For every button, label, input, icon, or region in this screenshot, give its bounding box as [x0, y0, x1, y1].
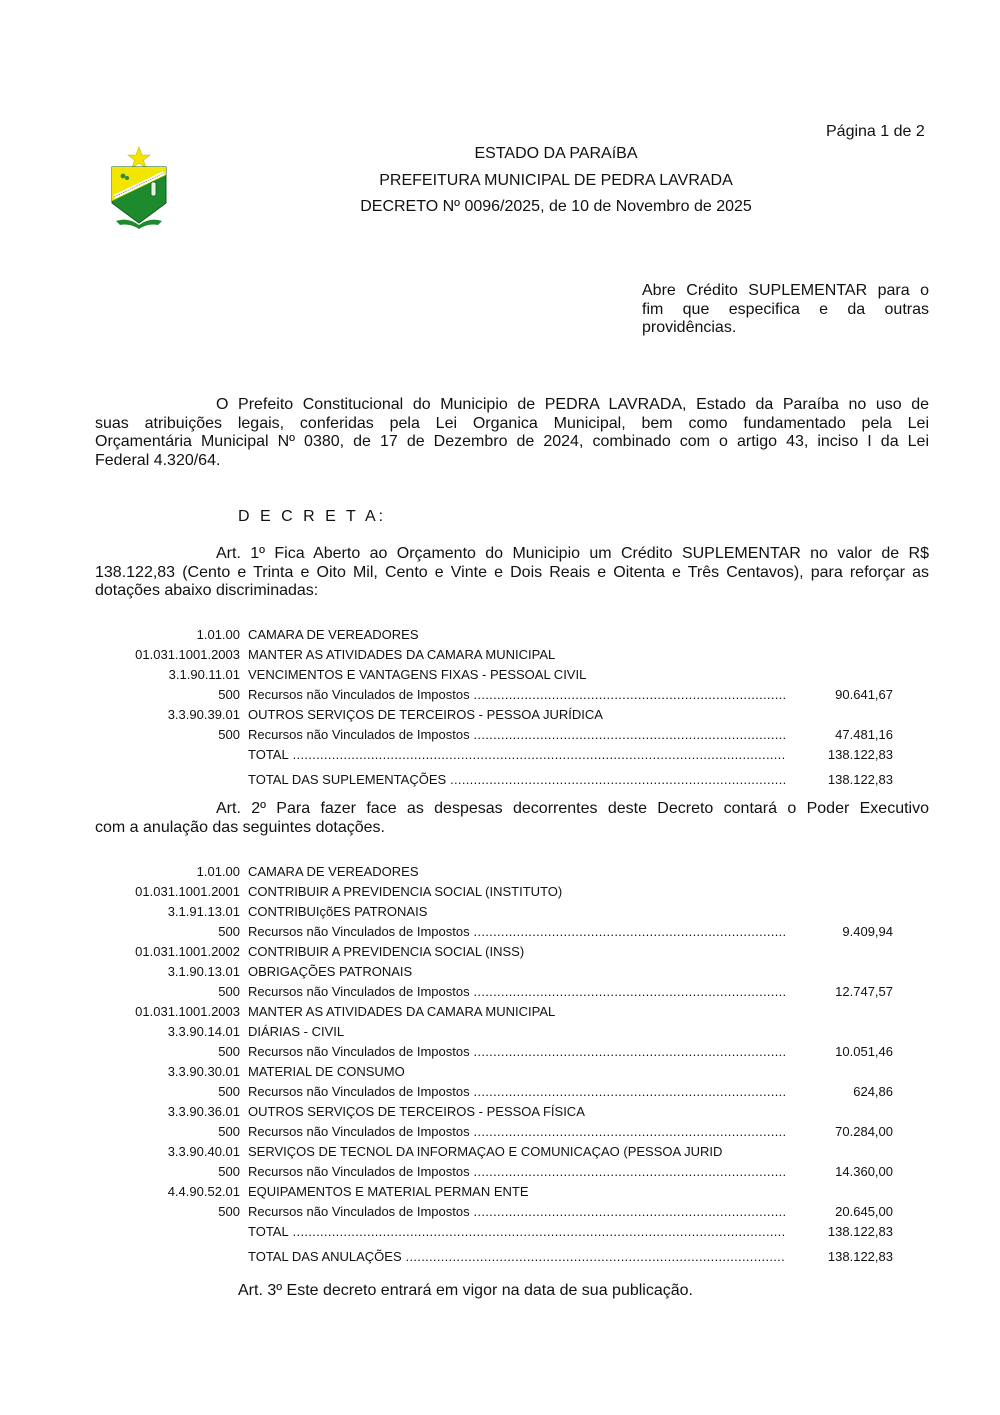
budget-description: CONTRIBUIR A PREVIDENCIA SOCIAL (INSTITUTO) [248, 884, 563, 899]
article-1 [95, 545, 929, 601]
table-row [0, 705, 1000, 725]
budget-code: 4.4.90.52.01 [167, 1184, 240, 1199]
budget-description: SERVIÇOS DE TECNOL DA INFORMAÇAO E COMUNICAÇAO (PESSOA JURID [248, 1144, 723, 1159]
budget-description: CONTRIBUIçõES PATRONAIS [248, 904, 428, 919]
decreta-heading: D E C R E T A: [238, 508, 387, 525]
table-row [0, 862, 1000, 882]
table-row [0, 902, 1000, 922]
budget-code: 500 [218, 924, 240, 939]
table-row [0, 625, 1000, 645]
budget-description: Recursos não Vinculados de Impostos ..... [248, 922, 786, 942]
budget-value: 14.360,00 [835, 1164, 893, 1179]
budget-code: 01.031.1001.2001 [135, 884, 240, 899]
coat-of-arms-icon [108, 145, 170, 231]
budget-description: DIÁRIAS - CIVIL [248, 1024, 345, 1039]
table-row [0, 665, 1000, 685]
table-row [0, 1002, 1000, 1022]
table-row [0, 1042, 1000, 1062]
budget-code: 3.3.90.40.01 [167, 1144, 240, 1159]
article-2-line: com a anulação das seguintes dotações. [95, 818, 385, 836]
budget-description: MANTER AS ATIVIDADES DA CAMARA MUNICIPAL [248, 1004, 556, 1019]
grand-total-label: TOTAL DAS SUPLEMENTAÇÕES ..... [248, 770, 786, 790]
table-row [0, 1142, 1000, 1162]
table-row [0, 962, 1000, 982]
annulment-table [0, 862, 1000, 1267]
budget-code: 01.031.1001.2003 [135, 1004, 240, 1019]
budget-code: 500 [218, 727, 240, 742]
supplement-table [0, 625, 1000, 790]
budget-value: 47.481,16 [835, 727, 893, 742]
table-row [0, 1122, 1000, 1142]
grand-total-label: TOTAL DAS ANULAÇÕES ..... [248, 1247, 786, 1267]
budget-code: 3.3.90.39.01 [167, 707, 240, 722]
summary-line: Abre Crédito SUPLEMENTAR para o [642, 282, 929, 299]
budget-code: 3.3.90.14.01 [167, 1024, 240, 1039]
budget-description: Recursos não Vinculados de Impostos ..... [248, 1042, 786, 1062]
total-value: 138.122,83 [827, 1224, 893, 1239]
total-row [0, 1222, 1000, 1242]
table-row [0, 942, 1000, 962]
budget-code: 500 [218, 1084, 240, 1099]
budget-description: OUTROS SERVIÇOS DE TERCEIROS - PESSOA JURÍDICA [248, 707, 603, 722]
preamble-line: O Prefeito Constitucional do Municipio de PEDRA LAVRADA, Estado da Paraíba no uso de [216, 396, 929, 413]
budget-code: 3.1.91.13.01 [167, 904, 240, 919]
table-row [0, 1102, 1000, 1122]
budget-code: 500 [218, 1124, 240, 1139]
article-1-line: 138.122,83 (Cento e Trinta e Oito Mil, Cento e Vinte e Dois Reais e Oitenta e Três Centavos), para reforçar as [95, 563, 929, 581]
budget-code: 3.3.90.36.01 [167, 1104, 240, 1119]
budget-description: OUTROS SERVIÇOS DE TERCEIROS - PESSOA FÍSICA [248, 1104, 585, 1119]
decree-title: DECRETO Nº 0096/2025, de 10 de Novembro de 2025 [360, 198, 752, 215]
budget-code: 3.1.90.13.01 [167, 964, 240, 979]
grand-total-value: 138.122,83 [827, 772, 893, 787]
budget-code: 3.3.90.30.01 [167, 1064, 240, 1079]
budget-code: 500 [218, 1044, 240, 1059]
table-row [0, 882, 1000, 902]
budget-description: VENCIMENTOS E VANTAGENS FIXAS - PESSOAL CIVIL [248, 667, 587, 682]
budget-description: Recursos não Vinculados de Impostos ..... [248, 685, 786, 705]
table-row [0, 1202, 1000, 1222]
table-row [0, 1062, 1000, 1082]
budget-value: 9.409,94 [842, 924, 893, 939]
table-row [0, 982, 1000, 1002]
budget-description: MATERIAL DE CONSUMO [248, 1064, 405, 1079]
budget-description: CAMARA DE VEREADORES [248, 864, 419, 879]
budget-value: 12.747,57 [835, 984, 893, 999]
table-row [0, 1022, 1000, 1042]
budget-value: 70.284,00 [835, 1124, 893, 1139]
budget-code: 500 [218, 1204, 240, 1219]
grand-total-value: 138.122,83 [827, 1249, 893, 1264]
total-label: TOTAL ..... [248, 1222, 786, 1242]
budget-code: 1.01.00 [196, 864, 240, 879]
page-indicator: Página 1 de 2 [826, 123, 925, 140]
budget-value: 10.051,46 [835, 1044, 893, 1059]
budget-description: Recursos não Vinculados de Impostos ..... [248, 982, 786, 1002]
total-value: 138.122,83 [827, 747, 893, 762]
budget-value: 624,86 [853, 1084, 893, 1099]
preamble-line: suas atribuições legais, conferidas pela Lei Organica Municipal, bem como fundamentado pela Lei [95, 414, 929, 432]
decree-summary [642, 282, 929, 338]
table-row [0, 685, 1000, 705]
article-1-line: dotações abaixo discriminadas: [95, 582, 319, 599]
budget-description: EQUIPAMENTOS E MATERIAL PERMAN ENTE [248, 1184, 529, 1199]
budget-code: 500 [218, 687, 240, 702]
budget-code: 500 [218, 1164, 240, 1179]
preamble-paragraph [95, 396, 929, 470]
article-1-line: Art. 1º Fica Aberto ao Orçamento do Municipio um Crédito SUPLEMENTAR no valor de R$ [216, 545, 929, 562]
budget-description: CAMARA DE VEREADORES [248, 627, 419, 642]
state-name: ESTADO DA PARAíBA [474, 145, 638, 162]
budget-value: 90.641,67 [835, 687, 893, 702]
grand-total-row [0, 770, 1000, 790]
budget-code: 01.031.1001.2002 [135, 944, 240, 959]
table-row [0, 725, 1000, 745]
document-header [300, 141, 812, 221]
summary-line: providências. [642, 319, 737, 336]
table-row [0, 1082, 1000, 1102]
table-row [0, 1162, 1000, 1182]
budget-description: MANTER AS ATIVIDADES DA CAMARA MUNICIPAL [248, 647, 556, 662]
table-row [0, 1182, 1000, 1202]
budget-description: Recursos não Vinculados de Impostos ..... [248, 1202, 786, 1222]
summary-line: fim que especifica e da outras [642, 300, 929, 318]
budget-description: Recursos não Vinculados de Impostos ..... [248, 725, 786, 745]
budget-code: 500 [218, 984, 240, 999]
article-3: Art. 3º Este decreto entrará em vigor na data de sua publicação. [238, 1282, 693, 1299]
grand-total-row [0, 1247, 1000, 1267]
total-row [0, 745, 1000, 765]
table-row [0, 922, 1000, 942]
article-2-line: Art. 2º Para fazer face as despesas decorrentes deste Decreto contará o Poder Executivo [216, 800, 929, 817]
table-row [0, 645, 1000, 665]
article-2 [95, 800, 929, 837]
budget-code: 3.1.90.11.01 [168, 667, 240, 682]
total-label: TOTAL ..... [248, 745, 786, 765]
budget-description: OBRIGAÇÕES PATRONAIS [248, 964, 413, 979]
budget-code: 1.01.00 [196, 627, 240, 642]
municipality-name: PREFEITURA MUNICIPAL DE PEDRA LAVRADA [379, 171, 733, 189]
budget-value: 20.645,00 [835, 1204, 893, 1219]
budget-description: Recursos não Vinculados de Impostos ..... [248, 1082, 786, 1102]
preamble-line: Orçamentária Municipal Nº 0380, de 17 de Dezembro de 2024, combinado com o artigo 43, inciso I da Lei [95, 433, 929, 450]
budget-code: 01.031.1001.2003 [135, 647, 240, 662]
budget-description: Recursos não Vinculados de Impostos ..... [248, 1162, 786, 1182]
preamble-line: Federal 4.320/64. [95, 451, 221, 469]
budget-description: CONTRIBUIR A PREVIDENCIA SOCIAL (INSS) [248, 944, 525, 959]
budget-description: Recursos não Vinculados de Impostos ..... [248, 1122, 786, 1142]
